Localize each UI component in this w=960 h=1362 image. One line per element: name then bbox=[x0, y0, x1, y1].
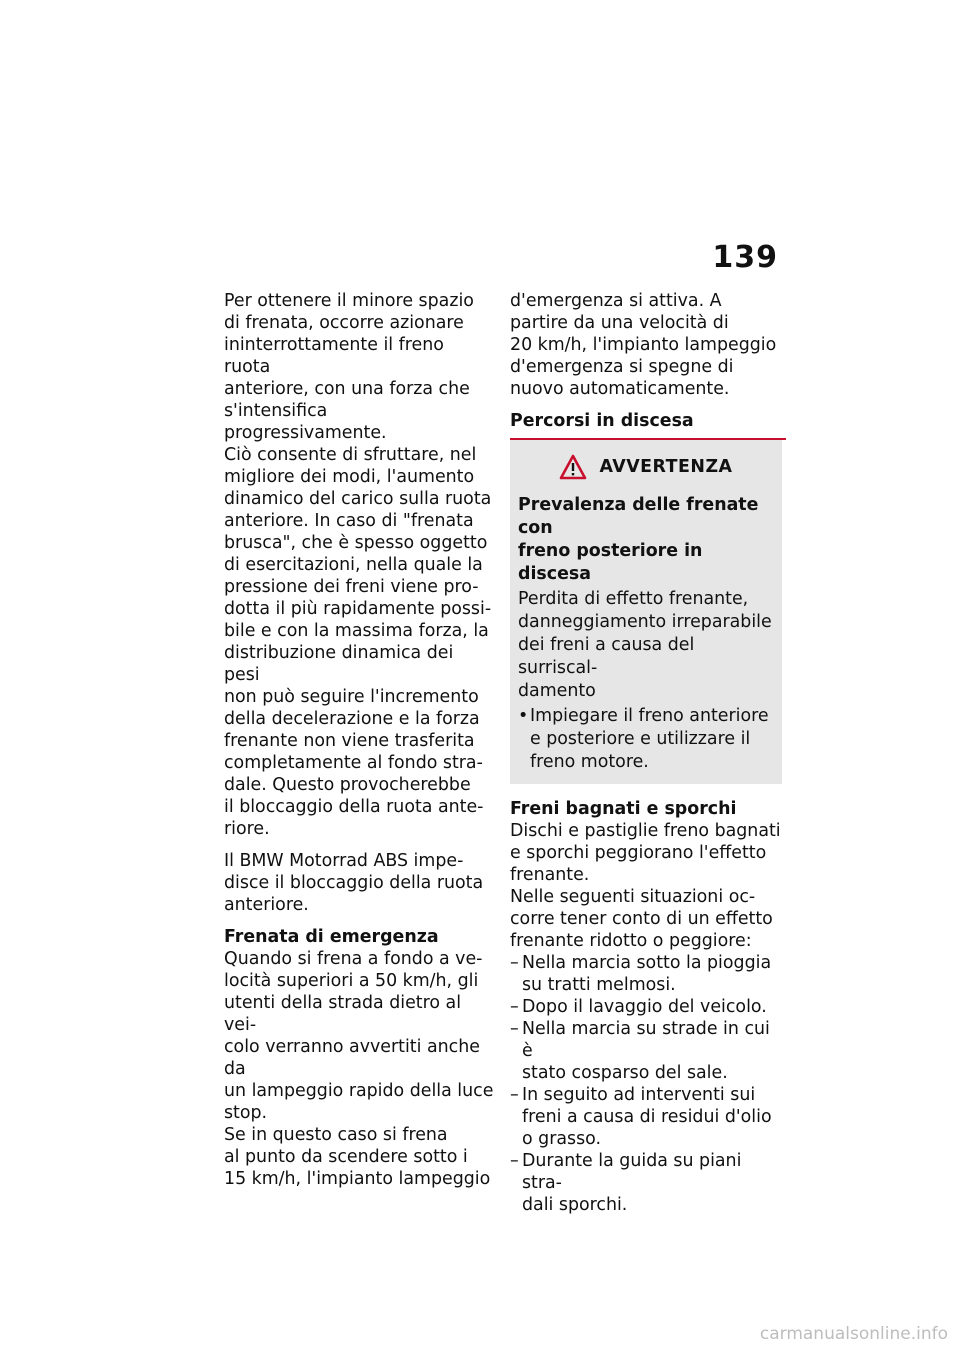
paragraph-wet-2: Nelle seguenti situazioni oc- corre tener conto di un effetto frenante ridotto o peggiore: bbox=[510, 887, 773, 951]
heading-wet-brakes: Freni bagnati e sporchi bbox=[510, 799, 737, 819]
paragraph-emergency: Quando si frena a fondo a ve- locità superiori a 50 km/h, gli utenti della strada dietro al vei- colo verranno avvertiti anche da un lampeggio rapido della luce stop. Se in questo caso si frena al punto da scendere sotto i 15 km/h, l'impianto lampeggio bbox=[224, 949, 494, 1189]
list-item bbox=[510, 1084, 782, 1150]
bullet-mark: • bbox=[518, 706, 529, 726]
list-item bbox=[510, 952, 782, 996]
warning-title: AVVERTENZA bbox=[599, 457, 733, 477]
list-item bbox=[510, 996, 782, 1018]
list-item-text: Durante la guida su piani stra- dali sporchi. bbox=[522, 1151, 742, 1215]
dash-mark: – bbox=[510, 1151, 519, 1171]
bullet-text: Impiegare il freno anteriore e posteriore e utilizzare il freno motore. bbox=[530, 706, 769, 772]
dash-mark: – bbox=[510, 1085, 519, 1105]
heading-downhill: Percorsi in discesa bbox=[510, 411, 694, 431]
warning-header bbox=[518, 454, 774, 480]
right-column bbox=[510, 290, 782, 1216]
list-item-text: Nella marcia su strade in cui è stato cosparso del sale. bbox=[522, 1019, 770, 1083]
list-item bbox=[510, 1150, 782, 1216]
warning-box bbox=[510, 440, 782, 784]
warning-text: Perdita di effetto frenante, danneggiamento irreparabile dei freni a causa del surriscal- damento bbox=[518, 589, 772, 701]
heading-emergency-braking: Frenata di emergenza bbox=[224, 927, 439, 947]
warning-triangle-icon bbox=[559, 454, 587, 480]
page-number: 139 bbox=[712, 240, 778, 275]
dash-mark: – bbox=[510, 953, 519, 973]
paragraph-braking: Per ottenere il minore spazio di frenata, occorre azionare ininterrottamente il freno ruota anteriore, con una forza che s'intensifica progressivamente. Ciò consente di sfruttare, nel migliore dei modi, l'aumento dinamico del carico sulla ruota anteriore. In caso di "frenata brusca", che è spesso oggetto di esercitazioni, nella quale la pressione dei freni viene pro- dotta il più rapidamente possi- bile e con la massima forza, la distribuzione dinamica dei pesi non può seguire l'incremento della decelerazione e la forza frenante non viene trasferita completamente al fondo stra- dale. Questo provocherebbe il bloccaggio della ruota ante- riore. bbox=[224, 291, 492, 839]
list-item bbox=[510, 1018, 782, 1084]
warning-subtitle: Prevalenza delle frenate con freno posteriore in discesa bbox=[518, 495, 759, 584]
dash-mark: – bbox=[510, 1019, 519, 1039]
paragraph-emergency-continued: d'emergenza si attiva. A partire da una velocità di 20 km/h, l'impianto lampeggio d'emergenza si spegne di nuovo automaticamente. bbox=[510, 291, 777, 399]
watermark: carmanualsonline.info bbox=[759, 1324, 948, 1344]
warning-bullet bbox=[518, 705, 774, 774]
list-item-text: Dopo il lavaggio del veicolo. bbox=[522, 997, 767, 1017]
paragraph-abs: Il BMW Motorrad ABS impe- disce il bloccaggio della ruota anteriore. bbox=[224, 851, 484, 915]
left-column bbox=[224, 290, 494, 1190]
paragraph-wet-1: Dischi e pastiglie freno bagnati e sporchi peggiorano l'effetto frenante. bbox=[510, 821, 781, 885]
dash-mark: – bbox=[510, 997, 519, 1017]
list-item-text: Nella marcia sotto la pioggia su tratti melmosi. bbox=[522, 953, 772, 995]
list-item-text: In seguito ad interventi sui freni a causa di residui d'olio o grasso. bbox=[522, 1085, 772, 1149]
situations-list bbox=[510, 952, 782, 1216]
